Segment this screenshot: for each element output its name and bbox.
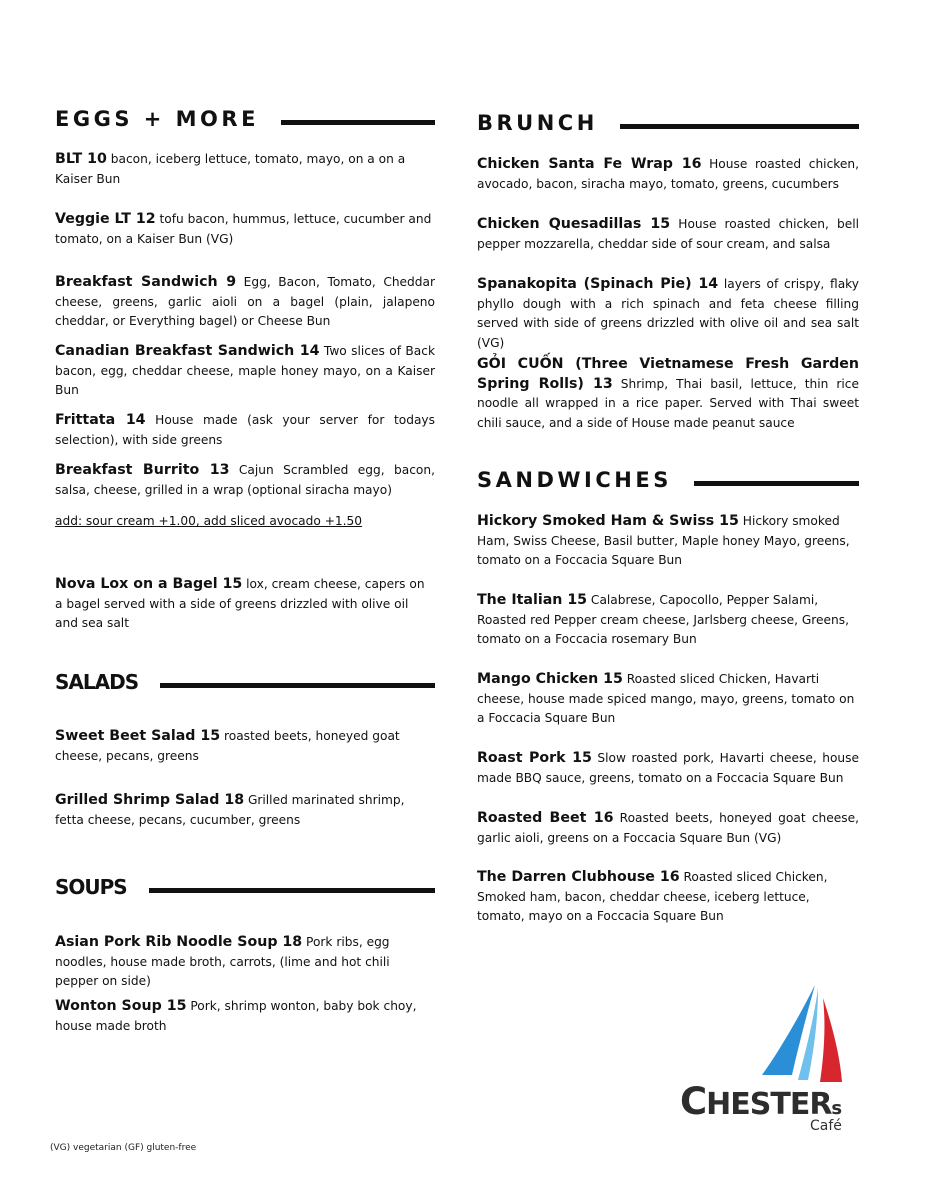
- menu-item-sweet-beet-salad: [55, 727, 435, 766]
- sandwiches-section-header: [477, 465, 859, 495]
- item-name: Breakfast Sandwich 9: [55, 274, 237, 290]
- item-name: Veggie LT 12: [55, 211, 156, 227]
- item-name: Chicken Santa Fe Wrap 16: [477, 156, 702, 172]
- section-title-salads: SALADS: [55, 670, 139, 694]
- section-rule: [160, 683, 435, 688]
- menu-item-breakfast-sandwich: [55, 273, 435, 332]
- menu-item-mango-chicken: [477, 670, 859, 729]
- item-name: Canadian Breakfast Sandwich 14: [55, 343, 320, 359]
- menu-item-the-darren-clubhouse: [477, 868, 859, 927]
- item-name: Frittata 14: [55, 412, 146, 428]
- item-desc: Grilled marinated shrimp, fetta cheese, pecans, cucumber, greens: [55, 793, 405, 827]
- item-desc: Shrimp, Thai basil, lettuce, thin rice noodle all wrapped in a rice paper. Served with Thai sweet chili sauce, and a side of House made peanut sauce: [477, 376, 859, 430]
- menu-item-breakfast-burrito: [55, 461, 435, 500]
- menu-item-goi-cuon: [477, 355, 859, 433]
- item-desc: House roasted chicken, avocado, bacon, siracha mayo, tomato, greens, cucumbers: [477, 157, 859, 191]
- item-name: The Darren Clubhouse 16: [477, 869, 680, 885]
- item-desc: Cajun Scrambled egg, bacon, salsa, cheese, grilled in a wrap (optional siracha mayo): [55, 463, 435, 497]
- addon-note: add: sour cream +1.00, add sliced avocado +1.50: [55, 514, 363, 528]
- item-desc: Pork, shrimp wonton, baby bok choy, house made broth: [55, 999, 417, 1033]
- menu-item-spanakopita: [477, 275, 859, 353]
- section-rule: [281, 120, 435, 125]
- menu-item-asian-pork-rib-noodle-soup: [55, 933, 435, 992]
- item-desc: bacon, iceberg lettuce, tomato, mayo, on a on a Kaiser Bun: [55, 152, 406, 186]
- item-desc: tofu bacon, hummus, lettuce, cucumber and tomato, on a Kaiser Bun (VG): [55, 212, 432, 246]
- sailboat-icon: [680, 980, 850, 1090]
- chesters-cafe-logo: [680, 980, 850, 1140]
- item-name: Hickory Smoked Ham & Swiss 15: [477, 513, 739, 529]
- item-desc: Roasted sliced Chicken, Smoked ham, bacon, cheddar cheese, iceberg lettuce, tomato, mayo on a Foccacia Square Bun: [477, 870, 828, 923]
- menu-item-roasted-beet: [477, 809, 859, 848]
- section-title-soups: SOUPS: [55, 875, 127, 899]
- item-desc: Egg, Bacon, Tomato, Cheddar cheese, greens, garlic aioli on a bagel (plain, jalapeno cheddar, or Everything bagel) or Cheese Bun: [55, 275, 436, 328]
- item-name: BLT 10: [55, 151, 107, 167]
- item-desc: layers of crispy, flaky phyllo dough with a rich spinach and feta cheese filling served with side of greens drizzled with olive oil and sea salt (VG): [477, 277, 859, 350]
- menu-item-roast-pork: [477, 749, 859, 788]
- item-desc: Hickory smoked Ham, Swiss Cheese, Basil butter, Maple honey Mayo, greens, tomato on a Foccacia Square Bun: [477, 514, 850, 567]
- item-desc: roasted beets, honeyed goat cheese, pecans, greens: [55, 729, 400, 763]
- item-desc: Roasted sliced Chicken, Havarti cheese, house made spiced mango, mayo, greens, tomato on a Foccacia Square Bun: [477, 672, 855, 725]
- item-desc: Two slices of Back bacon, egg, cheddar cheese, maple honey mayo, on a Kaiser Bun: [55, 344, 435, 397]
- section-rule: [149, 888, 435, 893]
- menu-item-grilled-shrimp-salad: [55, 791, 435, 830]
- item-desc: House made (ask your server for todays selection), with side greens: [55, 413, 435, 447]
- item-name: Nova Lox on a Bagel 15: [55, 576, 243, 592]
- salads-section-header: [55, 667, 435, 697]
- menu-item-blt: [55, 150, 435, 189]
- menu-item-frittata: [55, 411, 435, 450]
- item-name: The Italian 15: [477, 592, 588, 608]
- section-rule: [694, 481, 859, 486]
- section-title-eggs: EGGS + MORE: [55, 107, 259, 131]
- menu-item-hickory-smoked-ham-swiss: [477, 512, 859, 571]
- menu-item-veggie-lt: [55, 210, 435, 249]
- item-desc: lox, cream cheese, capers on a bagel served with a side of greens drizzled with olive oil and sea salt: [55, 577, 425, 630]
- dietary-footnote: (VG) vegetarian (GF) gluten-free: [50, 1143, 197, 1153]
- item-name: Grilled Shrimp Salad 18: [55, 792, 245, 808]
- item-desc: House roasted chicken, bell pepper mozzarella, cheddar side of sour cream, and salsa: [477, 217, 859, 251]
- logo-cafe-text: Café: [810, 1118, 842, 1134]
- item-desc: Pork ribs, egg noodles, house made broth, carrots, (lime and hot chili pepper on side): [55, 935, 390, 988]
- item-name: Asian Pork Rib Noodle Soup 18: [55, 934, 303, 950]
- item-name: Sweet Beet Salad 15: [55, 728, 221, 744]
- item-name: Breakfast Burrito 13: [55, 462, 230, 478]
- item-name: Wonton Soup 15: [55, 998, 187, 1014]
- menu-item-chicken-quesadillas: [477, 215, 859, 254]
- soups-section-header: [55, 872, 435, 902]
- item-name: Roasted Beet 16: [477, 810, 614, 826]
- item-name: Mango Chicken 15: [477, 671, 623, 687]
- item-desc: Slow roasted pork, Havarti cheese, house made BBQ sauce, greens, tomato on a Foccacia Square Bun: [477, 751, 860, 785]
- section-title-sandwiches: SANDWICHES: [477, 468, 672, 492]
- menu-item-wonton-soup: [55, 997, 435, 1036]
- item-name: Roast Pork 15: [477, 750, 592, 766]
- item-name: Spanakopita (Spinach Pie) 14: [477, 276, 719, 292]
- logo-wordmark: CHESTERs: [680, 1080, 842, 1123]
- eggs-section-header: [55, 104, 435, 134]
- item-name: Chicken Quesadillas 15: [477, 216, 671, 232]
- item-desc: Calabrese, Capocollo, Pepper Salami, Roasted red Pepper cream cheese, Jarlsberg cheese, Greens, tomato on a Foccacia rosemary Bun: [477, 593, 849, 646]
- section-title-brunch: BRUNCH: [477, 111, 598, 135]
- item-desc: Roasted beets, honeyed goat cheese, garlic aioli, greens on a Foccacia Square Bun (VG): [477, 811, 859, 845]
- menu-item-the-italian: [477, 591, 859, 650]
- menu-item-canadian-breakfast-sandwich: [55, 342, 435, 401]
- item-name: GỎI CUỐN (Three Vietnamese Fresh Garden Spring Rolls) 13: [477, 356, 859, 392]
- brunch-section-header: [477, 108, 859, 138]
- menu-item-chicken-santa-fe-wrap: [477, 155, 859, 194]
- section-rule: [620, 124, 859, 129]
- menu-item-nova-lox: [55, 575, 435, 634]
